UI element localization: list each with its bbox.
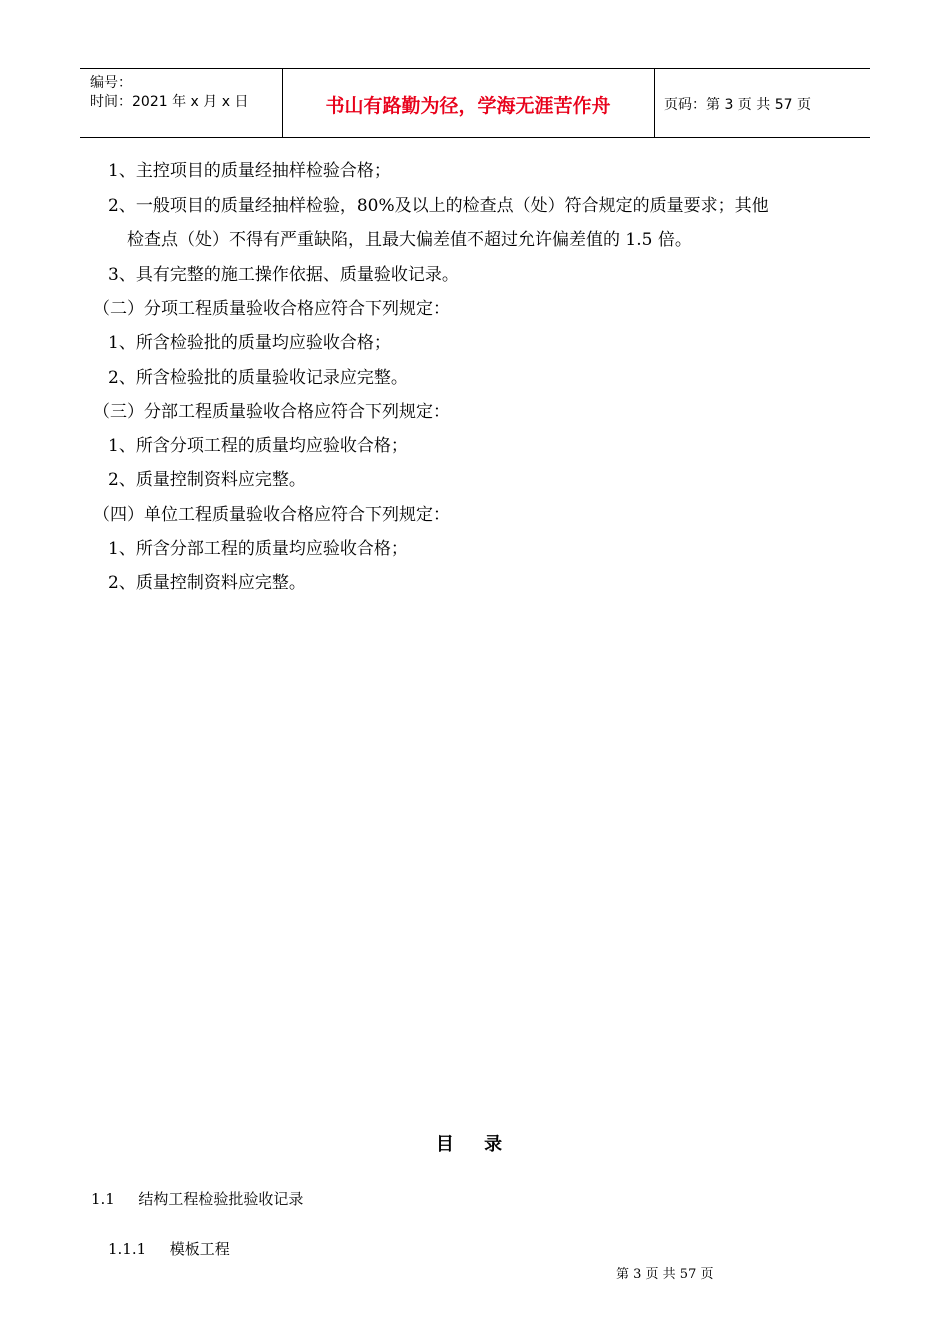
body-line: 2、质量控制资料应完整。 <box>108 573 306 593</box>
toc-title: 目 录 <box>435 1134 515 1155</box>
toc-entry[interactable] <box>91 1188 303 1209</box>
body-line: 1、所含检验批的质量均应验收合格； <box>108 333 391 353</box>
toc-entry-number: 1.1 <box>91 1190 115 1208</box>
doc-code-label: 编号： <box>90 75 132 91</box>
body-line: 2、质量控制资料应完整。 <box>108 470 306 490</box>
doc-date-label: 时间：2021 年 x 月 x 日 <box>90 94 249 110</box>
header-divider <box>654 69 655 137</box>
toc-entry-text: 结构工程检验批验收记录 <box>138 1190 304 1208</box>
body-line: 1、所含分部工程的质量均应验收合格； <box>108 539 408 559</box>
body-line: 1、主控项目的质量经抽样检验合格； <box>108 161 391 181</box>
header-motto: 书山有路勤为径，学海无涯苦作舟 <box>325 95 611 117</box>
body-line: 2、所含检验批的质量验收记录应完整。 <box>108 368 408 388</box>
toc-entry-number: 1.1.1 <box>108 1240 147 1258</box>
section-heading: （三）分部工程质量验收合格应符合下列规定： <box>93 402 450 422</box>
section-heading: （二）分项工程质量验收合格应符合下列规定： <box>93 299 450 319</box>
body-line: 检查点（处）不得有严重缺陷，且最大偏差值不超过允许偏差值的 1.5 倍。 <box>127 230 692 250</box>
body-line: 3、具有完整的施工操作依据、质量验收记录。 <box>108 265 459 285</box>
body-line: 2、一般项目的质量经抽样检验，80%及以上的检查点（处）符合规定的质量要求；其他 <box>108 196 769 216</box>
body-line: 1、所含分项工程的质量均应验收合格； <box>108 436 408 456</box>
page-header <box>80 68 870 138</box>
footer-page-number: 第 3 页 共 57 页 <box>616 1267 714 1282</box>
section-heading: （四）单位工程质量验收合格应符合下列规定： <box>93 505 450 525</box>
toc-entry-text: 模板工程 <box>169 1240 230 1258</box>
toc-entry[interactable] <box>108 1238 230 1259</box>
header-page-number: 页码：第 3 页 共 57 页 <box>664 97 811 113</box>
